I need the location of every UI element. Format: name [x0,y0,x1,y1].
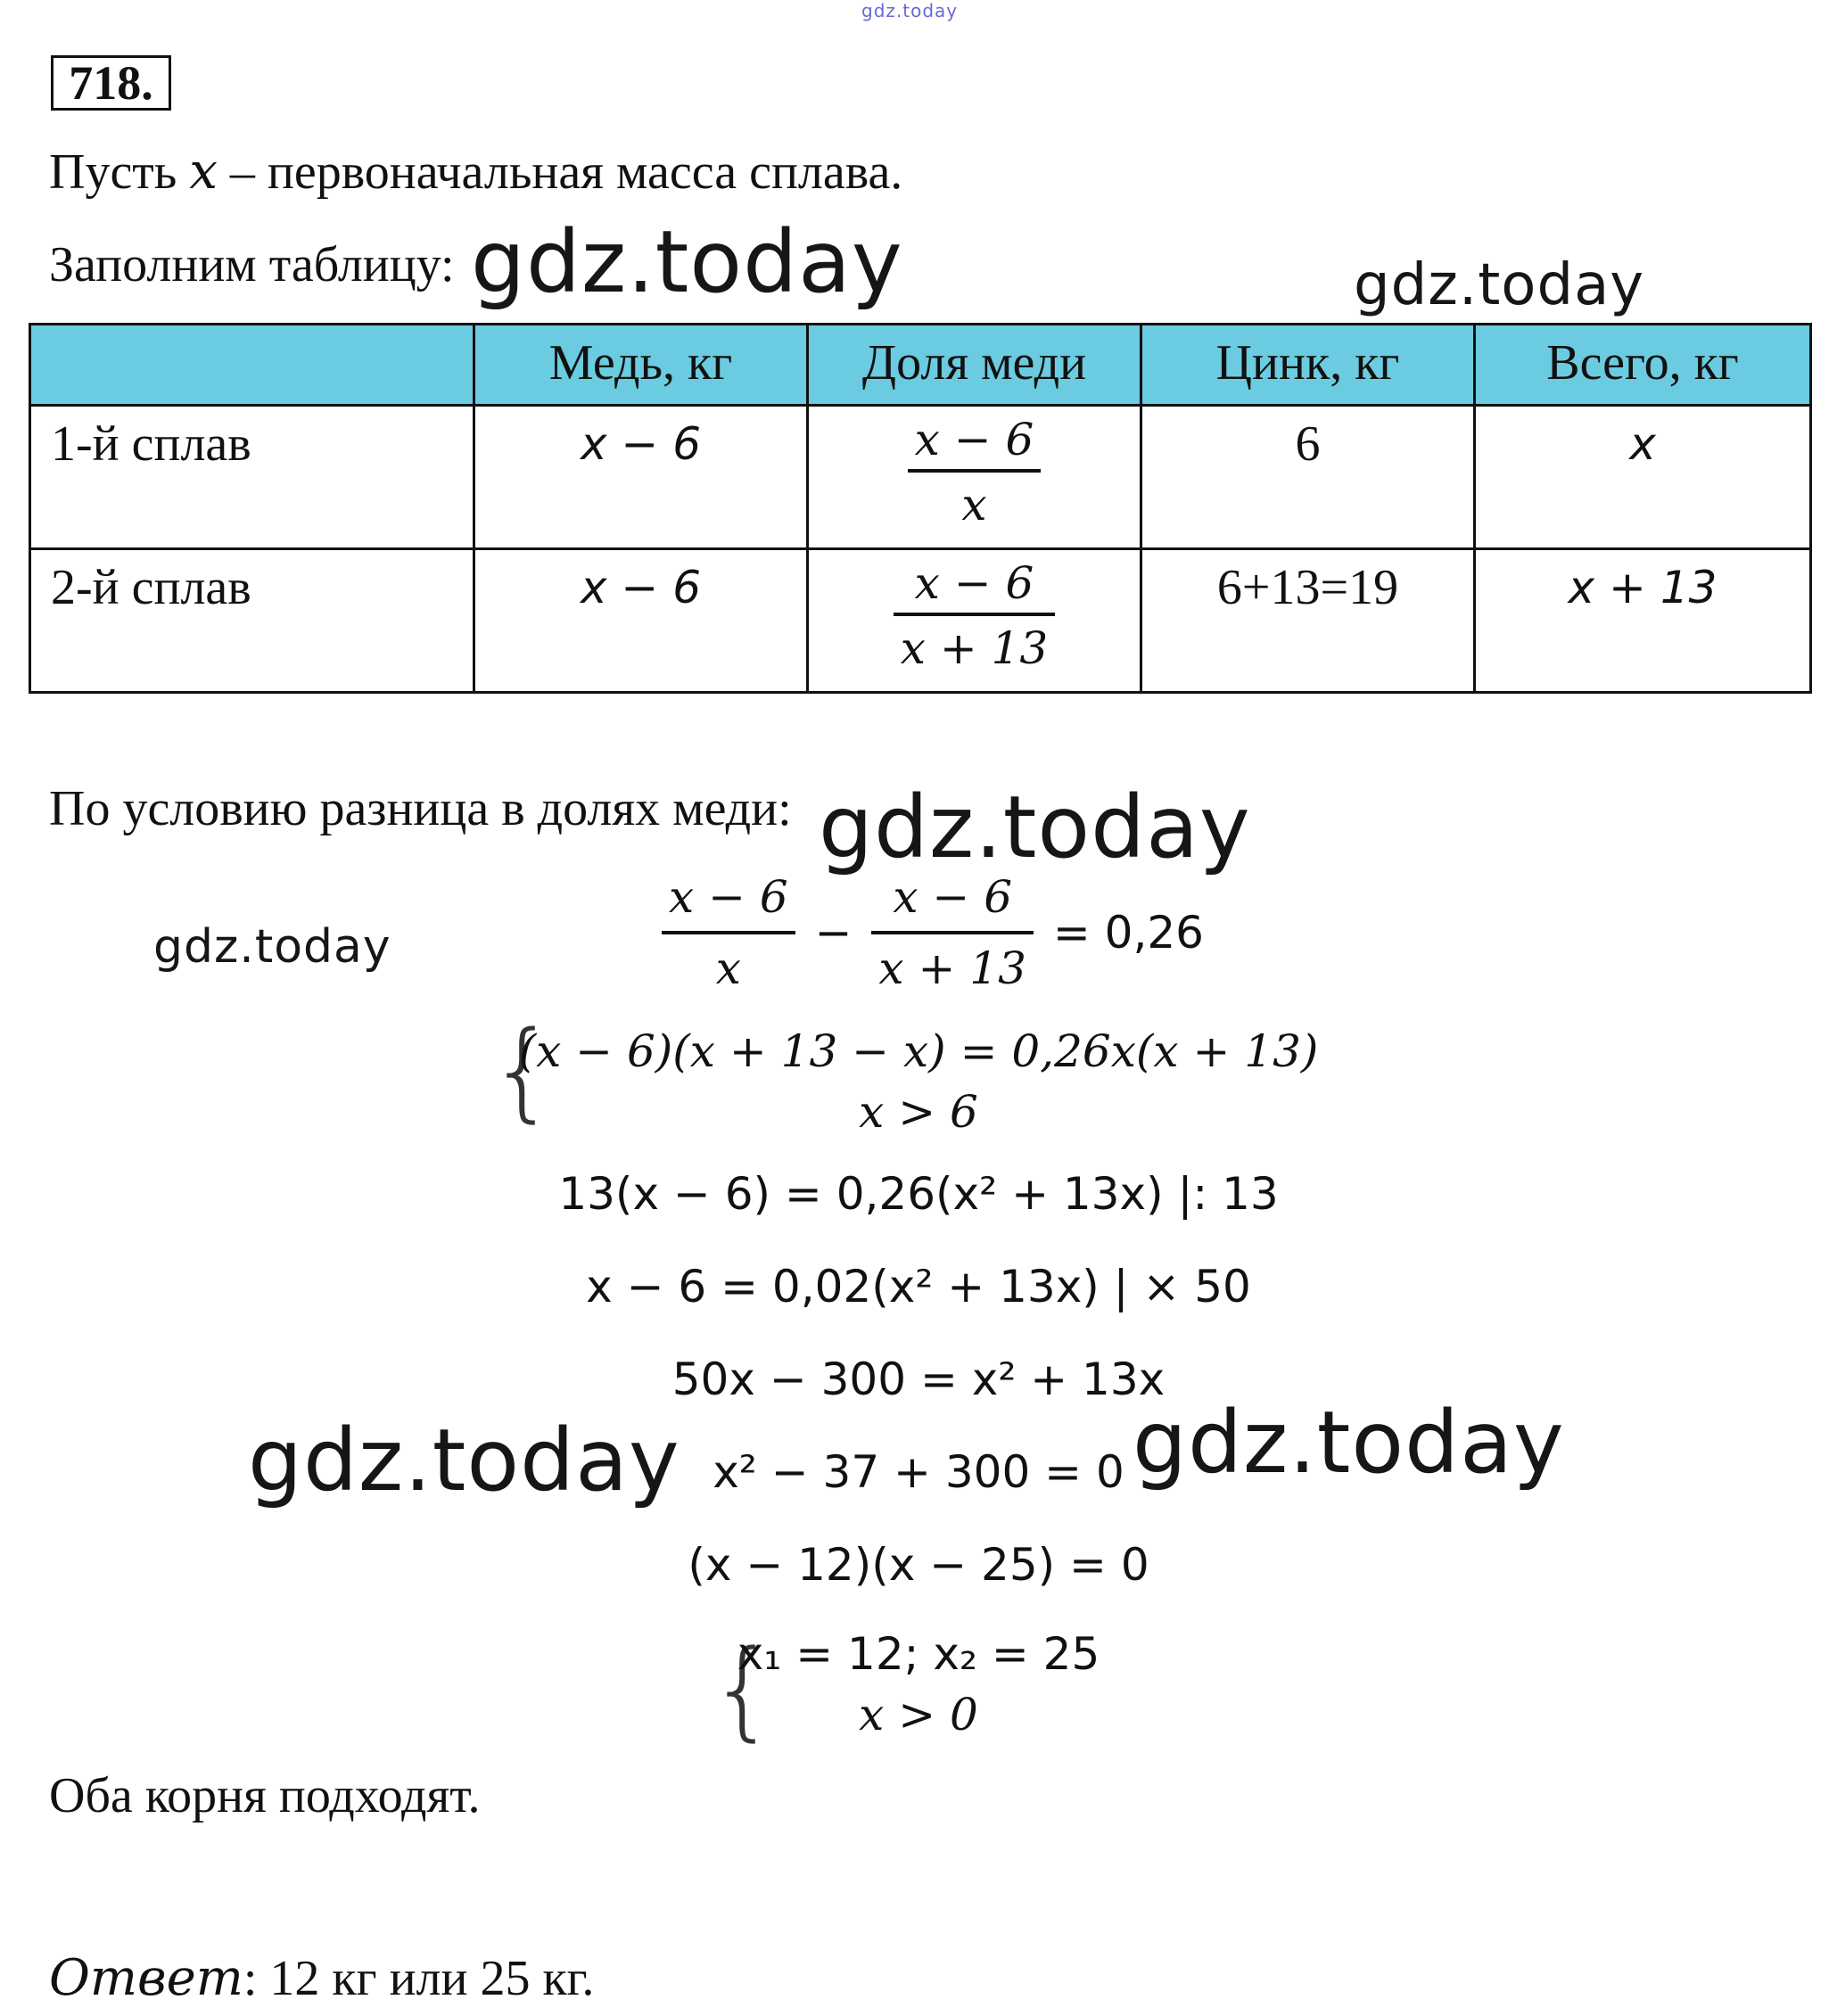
eq1-fraction-2 [871,863,1034,1002]
zinc-cell [1141,549,1475,693]
watermark-5: gdz.today [248,1411,680,1510]
intro-after: – первоначальная масса сплава. [217,144,903,200]
equation-5: x² − 37 + 300 = 0 [713,1446,1124,1498]
row-label: 1-й сплав [30,406,474,549]
answer-label: Ответ [49,1949,243,2007]
row-label: 2-й сплав [30,549,474,693]
copper-value: x − 6 [580,418,702,470]
problem-number: 718. [51,55,171,111]
watermark-6: gdz.today [1133,1393,1565,1493]
system2-line2: x > 0 [859,1689,978,1740]
watermark-4: gdz.today [153,920,391,974]
share-cell [808,406,1141,549]
eq1-frac2-den: x + 13 [878,942,1026,994]
eq1-frac2-num: x − 6 [871,863,1034,934]
system1-line1: (x − 6)(x + 13 − x) = 0,26x(x + 13) [518,1025,1319,1077]
intro-var: x [189,143,218,201]
alloy-table [29,323,1812,694]
answer-text: : 12 кг или 25 кг. [243,1951,595,2006]
share-fraction [908,410,1042,537]
table-row [30,549,1811,693]
header-cell-total: Всего, кг [1475,325,1811,406]
table-caption: Заполним таблицу: [49,237,455,292]
watermark-2: gdz.today [1354,252,1645,318]
total-value: x + 13 [1568,562,1718,613]
system1-line2: x > 6 [859,1086,978,1138]
answer-line [49,1949,594,2007]
header-cell-copper: Медь, кг [474,325,808,406]
header-cell-zinc: Цинк, кг [1141,325,1475,406]
zinc-cell [1141,406,1475,549]
equation-3: x − 6 = 0,02(x² + 13x) | × 50 [586,1261,1251,1312]
eq1-rhs: = 0,26 [1052,907,1204,959]
zinc-value: 6+13=19 [1216,560,1399,615]
watermark-1: gdz.today [471,212,903,312]
copper-value: x − 6 [580,562,702,613]
equation-2: 13(x − 6) = 0,26(x² + 13x) |: 13 [558,1168,1279,1220]
eq1-frac1-den: x [715,942,741,994]
equation-6: (x − 12)(x − 25) = 0 [688,1539,1149,1591]
share-numerator: x − 6 [894,554,1056,616]
share-denominator: x + 13 [900,622,1049,674]
system-brace-2: { [709,1628,778,1752]
eq1-minus: − [814,907,853,959]
conclusion-text: Оба корня подходят. [49,1768,481,1823]
header-cell-share: Доля меди [808,325,1141,406]
intro-before: Пусть [49,144,190,200]
eq1-fraction-1 [662,863,795,1002]
share-cell [808,549,1141,693]
top-watermark: gdz.today [861,0,959,21]
total-cell [1475,549,1811,693]
system2-line1: x₁ = 12; x₂ = 25 [737,1628,1100,1680]
intro-text [49,143,902,201]
equation-4: 50x − 300 = x² + 13x [671,1354,1166,1405]
table-header-row [30,325,1811,406]
share-denominator: x [961,479,987,531]
zinc-value: 6 [1295,416,1321,472]
total-value: x [1629,418,1656,470]
copper-cell [474,549,808,693]
system-brace-1: { [489,1009,557,1133]
condition-text: По условию разница в долях меди: [49,781,792,836]
watermark-3: gdz.today [819,778,1251,877]
equation-fraction [662,863,1204,1002]
header-cell-empty [30,325,474,406]
total-cell [1475,406,1811,549]
share-numerator: x − 6 [908,410,1042,473]
eq1-frac1-num: x − 6 [662,863,795,934]
share-fraction [894,554,1056,680]
copper-cell [474,406,808,549]
table-row [30,406,1811,549]
